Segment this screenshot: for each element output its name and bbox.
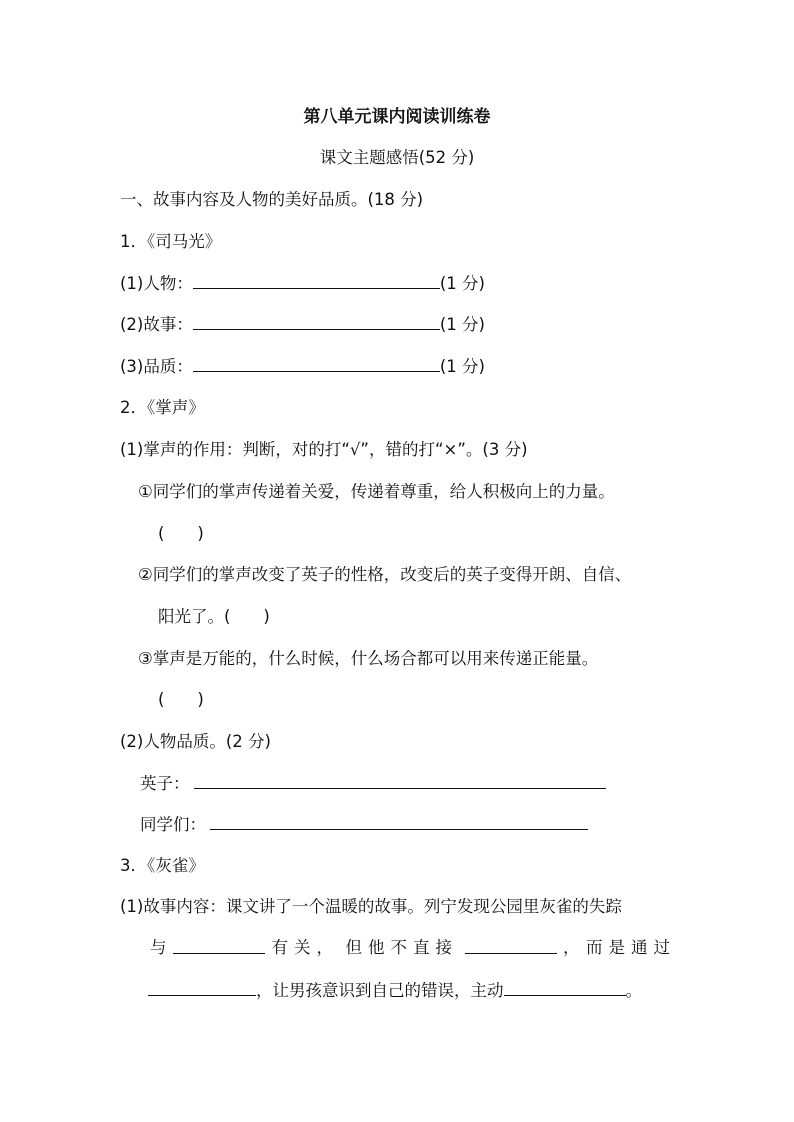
answer-blank[interactable] [193,313,440,330]
yingzi-row [140,772,606,795]
q3-text: 但他不直接 [345,938,458,957]
q3-line-3 [148,979,642,1002]
q3-text: ，让男孩意识到自己的错误，主动 [256,981,504,1000]
question-1-heading: 1．《司马光》 [120,232,222,251]
page-subtitle: 课文主题感悟(52 分) [319,148,475,167]
q3-line-2 [150,937,676,959]
answer-blank[interactable] [193,355,440,372]
q3-text: 。 [625,981,642,1000]
statement-3-answer[interactable]: ( ) [158,690,204,709]
q3-text: 与 [150,938,167,957]
statement-1: ①同学们的掌声传递着关爱，传递着尊重，给人积极向上的力量。 [138,482,615,501]
q1-item-person [120,272,485,295]
q3-text: ， [563,938,580,957]
answer-blank[interactable] [193,272,440,289]
statement-3: ③掌声是万能的，什么时候，什么场合都可以用来传递正能量。 [138,649,599,668]
score-label: (1 分) [439,357,485,376]
score-label: (1 分) [439,274,485,293]
statement-2: ②同学们的掌声改变了英子的性格，改变后的英子变得开朗、自信、 [138,565,632,584]
answer-blank[interactable] [210,813,588,830]
question-2-heading: 2．《掌声》 [120,398,205,417]
answer-blank[interactable] [148,979,256,996]
statement-2-cont: 阳光了。( ) [158,607,270,626]
section-heading: 一、故事内容及人物的美好品质。(18 分) [120,190,424,209]
q1-item-label: (2)故事： [120,315,193,334]
q3-text: 有关， [271,938,339,957]
answer-blank[interactable] [465,937,557,954]
q3-line-1: (1)故事内容：课文讲了一个温暖的故事。列宁发现公园里灰雀的失踪 [120,897,622,916]
score-label: (1 分) [439,315,485,334]
answer-blank[interactable] [504,979,626,996]
q1-item-label: (3)品质： [120,357,193,376]
question-3-heading: 3．《灰雀》 [120,856,205,875]
tongxuemen-row [140,813,588,836]
q3-text: 而是通过 [586,938,676,957]
q2-sub2-instruction: (2)人物品质。(2 分) [120,732,271,751]
q1-item-story [120,313,485,336]
q1-item-label: (1)人物： [120,274,193,293]
q1-item-quality [120,355,485,378]
yingzi-label: 英子： [140,774,190,793]
answer-blank[interactable] [194,772,606,789]
page-title: 第八单元课内阅读训练卷 [303,107,491,127]
statement-1-answer[interactable]: ( ) [158,524,204,543]
tongxuemen-label: 同学们： [140,815,206,834]
answer-blank[interactable] [173,937,265,954]
q2-sub1-instruction: (1)掌声的作用：判断，对的打“√”，错的打“×”。(3 分) [120,440,528,459]
